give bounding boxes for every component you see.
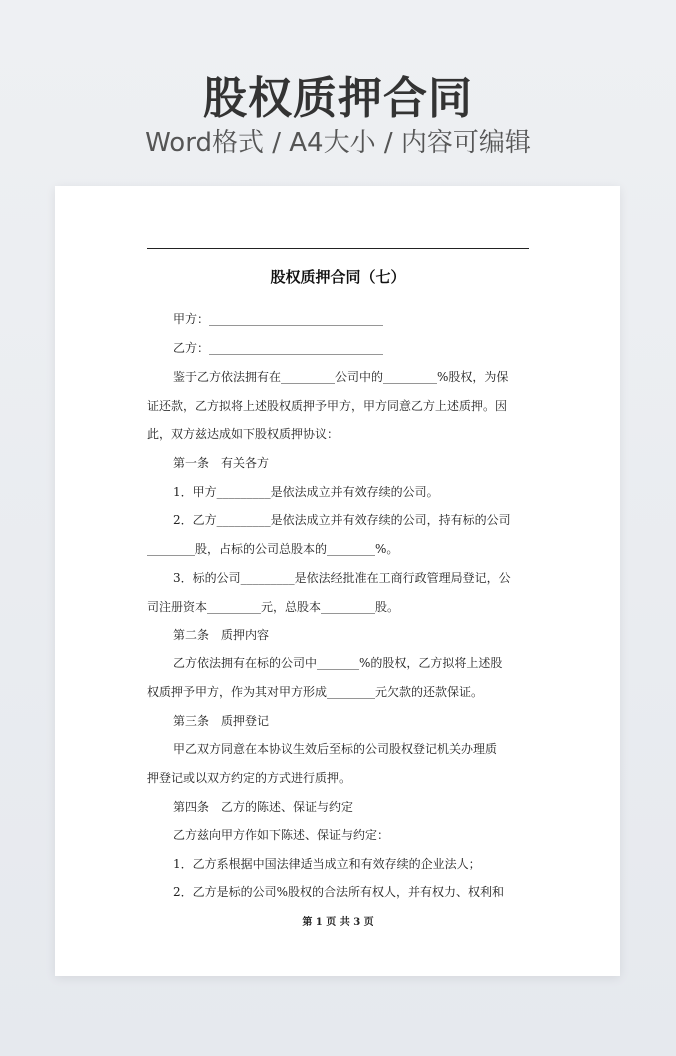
doc-line: 甲方：_____________________________ — [173, 312, 384, 326]
header-subtitle: Word格式 / A4大小 / 内容可编辑 — [145, 128, 531, 158]
section-heading: 第三条 质押登记 — [173, 714, 270, 728]
section-heading: 第一条 有关各方 — [173, 456, 270, 470]
document-title: 股权质押合同（七） — [270, 268, 406, 286]
doc-line: 此，双方兹达成如下股权质押协议： — [147, 427, 340, 442]
header-title: 股权质押合同 — [203, 73, 473, 124]
doc-line: 乙方：_____________________________ — [173, 341, 384, 355]
section-heading: 第二条 质押内容 — [173, 628, 270, 642]
paragraph: 2．乙方是标的公司%股权的合法所有权人，并有权力、权利和 — [173, 885, 505, 899]
paragraph: 乙方兹向甲方作如下陈述、保证与约定： — [173, 828, 390, 842]
header-rule — [147, 248, 529, 249]
section-heading: 第四条 乙方的陈述、保证与约定 — [173, 800, 354, 814]
paragraph: 1．乙方系根据中国法律适当成立和有效存续的企业法人； — [173, 857, 481, 871]
paragraph — [147, 363, 529, 449]
document-page — [55, 186, 620, 976]
paragraph: 2．乙方_________是依法成立并有效存续的公司，持有标的公司 ________股，占标的公司总股本的________%。 — [147, 513, 511, 556]
paragraph — [147, 305, 529, 334]
paragraph: 甲乙双方同意在本协议生效后至标的公司股权登记机关办理质 押登记或以双方约定的方式进行质押。 — [147, 742, 498, 785]
doc-line: 证还款，乙方拟将上述股权质押予甲方，甲方同意乙方上述质押。因 — [147, 398, 508, 413]
paragraph: 3．标的公司_________是依法经批准在工商行政管理局登记，公 司注册资本_________元，总股本_________股。 — [147, 571, 511, 614]
paragraph: 乙方依法拥有在标的公司中_______%的股权，乙方拟将上述股 权质押予甲方，作为其对甲方形成________元欠款的还款保证。 — [147, 656, 503, 699]
paragraph — [147, 334, 529, 363]
paragraph: 1．甲方_________是依法成立并有效存续的公司。 — [173, 485, 439, 499]
doc-line: 鉴于乙方依法拥有在_________公司中的_________%股权，为保 — [173, 370, 509, 384]
page-footer: 第 1 页 共 3 页 — [302, 917, 374, 928]
